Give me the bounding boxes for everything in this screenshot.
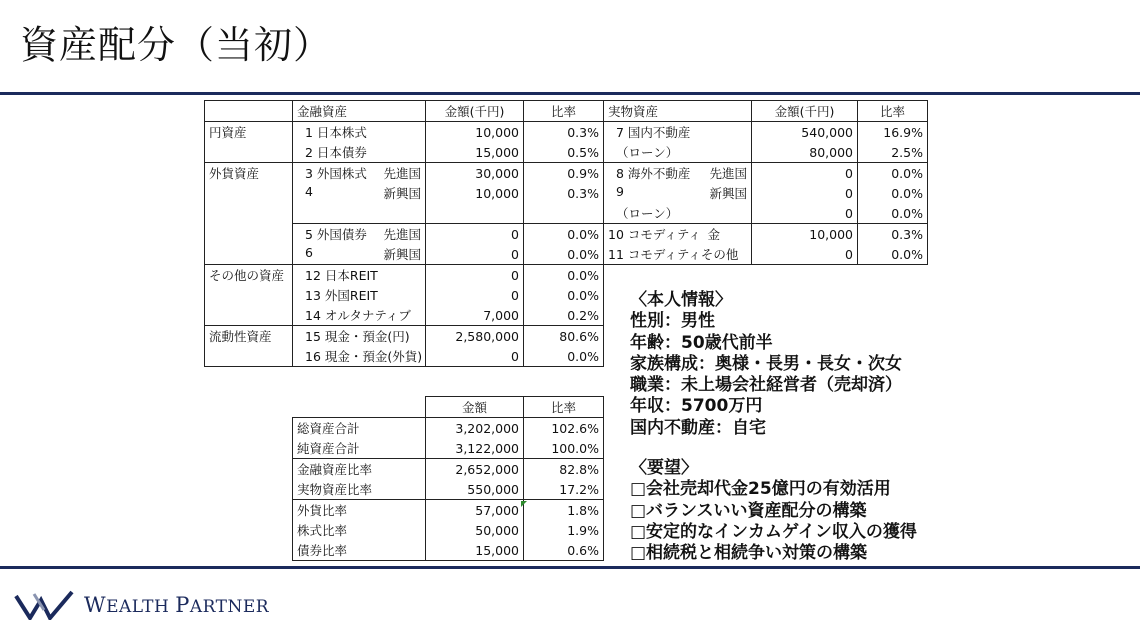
logo-mark-icon bbox=[14, 590, 76, 620]
header-amount: 金額(千円) bbox=[426, 101, 524, 122]
table-row: 流動性資産 15 現金・預金(円) 2,580,000 80.6% bbox=[205, 326, 928, 347]
table-row: 純資産合計 3,122,000 100.0% bbox=[293, 438, 604, 459]
table-row: 14 オルタナティブ 7,000 0.2% bbox=[205, 305, 928, 326]
summary-table bbox=[292, 396, 604, 561]
header-financial: 金融資産 bbox=[293, 101, 426, 122]
table-row: その他の資産 12 日本REIT 0 0.0% bbox=[205, 265, 928, 286]
profile-line: 国内不動産：自宅 bbox=[630, 417, 766, 438]
wish-line: □バランスいい資産配分の構築 bbox=[630, 500, 867, 521]
top-divider bbox=[0, 92, 1140, 95]
wishes-section bbox=[630, 458, 917, 564]
group-label: 円資産 bbox=[205, 122, 293, 143]
table-row: 外貨比率 57,000 1.8% bbox=[293, 500, 604, 521]
table-row: 4 新興国 10,000 0.3% 9 新興国 0 0.0% bbox=[205, 183, 928, 203]
table-row: 2 日本債券 15,000 0.5% （ローン） 80,000 2.5% bbox=[205, 142, 928, 163]
bottom-divider bbox=[0, 566, 1140, 569]
profile-line: 職業：未上場会社経営者（売却済） bbox=[630, 375, 902, 396]
profile-line: 年収：5700万円 bbox=[630, 396, 763, 417]
header-real-ratio: 比率 bbox=[858, 101, 928, 122]
profile-line: 年齢：50歳代前半 bbox=[630, 332, 773, 353]
logo-text: WEALTH PARTNER bbox=[84, 593, 270, 617]
company-logo bbox=[14, 590, 269, 620]
table-row: 5 外国債券 先進国 0 0.0% 10 コモディティ 金 10,000 0.3% bbox=[205, 224, 928, 245]
table-row: 債券比率 15,000 0.6% bbox=[293, 540, 604, 561]
table-row: 円資産 1 日本株式 10,000 0.3% 7 国内不動産 540,000 16.9% bbox=[205, 122, 928, 143]
table-row: 実物資産比率 550,000 17.2% bbox=[293, 479, 604, 500]
wish-line: □相続税と相続争い対策の構築 bbox=[630, 543, 868, 564]
table-row: 6 新興国 0 0.0% 11 コモディティ その他 0 0.0% bbox=[205, 244, 928, 265]
profile-line: 家族構成：奥様・長男・長女・次女 bbox=[630, 353, 902, 374]
table-row: （ローン） 0 0.0% bbox=[205, 203, 928, 224]
header-ratio: 比率 bbox=[524, 101, 604, 122]
table-header-row bbox=[205, 101, 928, 122]
group-label: その他の資産 bbox=[205, 265, 293, 286]
table-row: 総資産合計 3,202,000 102.6% bbox=[293, 418, 604, 439]
profile-section bbox=[630, 290, 902, 439]
page-title: 資産配分（当初） bbox=[20, 23, 333, 67]
group-label: 外貨資産 bbox=[205, 163, 293, 184]
wish-line: □会社売却代金25億円の有効活用 bbox=[630, 479, 891, 500]
table-row: 株式比率 50,000 1.9% bbox=[293, 520, 604, 540]
table-row: 16 現金・預金(外貨) 0 0.0% bbox=[205, 346, 928, 367]
wishes-heading: 〈要望〉 bbox=[630, 458, 698, 478]
table-row: 金融資産比率 2,652,000 82.8% bbox=[293, 459, 604, 480]
header-real-amount: 金額(千円) bbox=[752, 101, 858, 122]
table-row: 外貨資産 3 外国株式 先進国 30,000 0.9% 8 海外不動産 先進国 0 0.0% bbox=[205, 163, 928, 184]
table-row: 13 外国REIT 0 0.0% bbox=[205, 285, 928, 305]
cell-comment-marker bbox=[521, 501, 527, 507]
profile-line: 性別：男性 bbox=[630, 311, 715, 332]
table-header-row: 金額 比率 bbox=[293, 397, 604, 418]
profile-heading: 〈本人情報〉 bbox=[630, 290, 732, 310]
group-label: 流動性資産 bbox=[205, 326, 293, 347]
header-real: 実物資産 bbox=[604, 101, 752, 122]
wish-line: □安定的なインカムゲイン収入の獲得 bbox=[630, 521, 917, 542]
